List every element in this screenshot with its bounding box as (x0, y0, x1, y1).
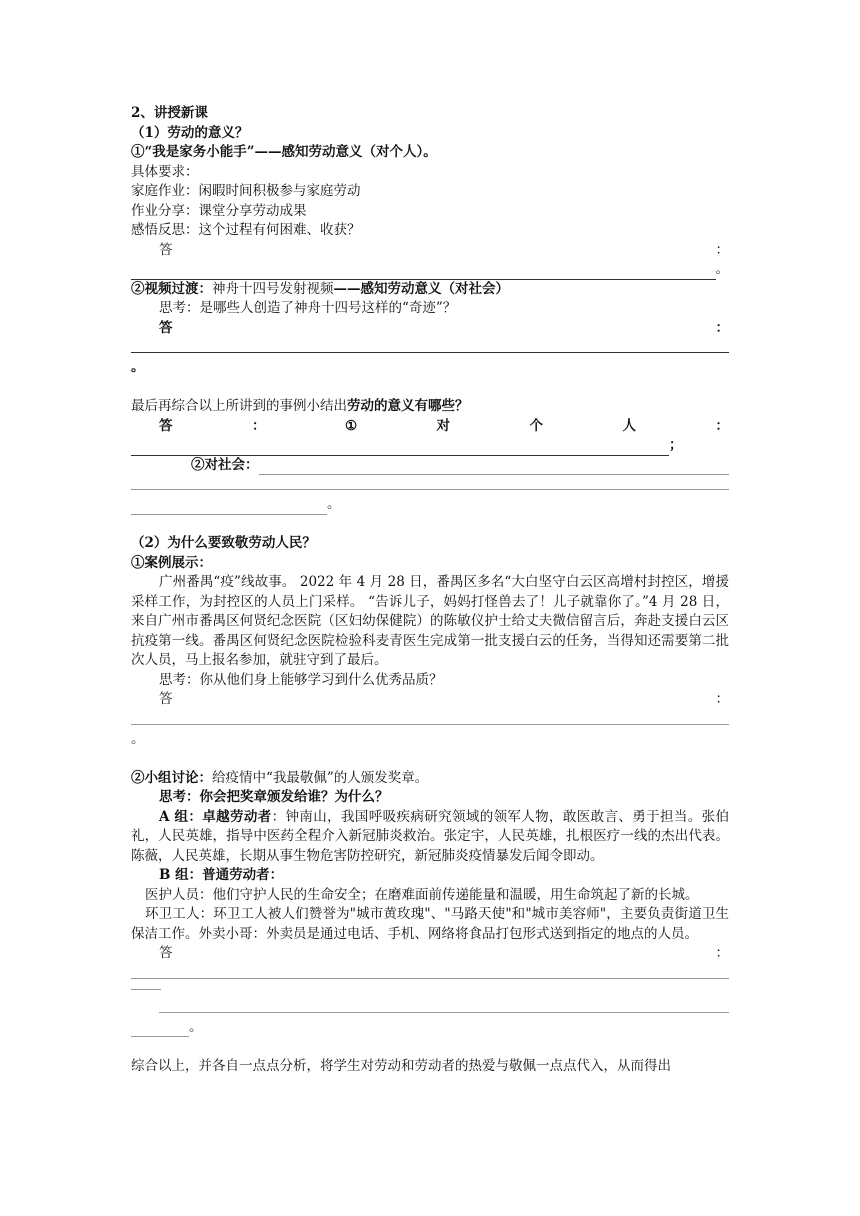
social-end-row (131, 495, 729, 515)
answer-blank-line[interactable] (131, 475, 729, 490)
answer-row (131, 690, 729, 710)
answer-row (131, 319, 729, 339)
answer-blank-line[interactable] (131, 710, 729, 725)
answer-label: 答 (159, 945, 173, 961)
answer-blank-line[interactable] (259, 460, 730, 475)
answer-colon: ： (715, 945, 729, 961)
social-label: ②对社会： (191, 456, 259, 473)
group-discussion-label: ②小组讨论： (131, 769, 212, 786)
answer-period: 。 (189, 1018, 203, 1035)
requirement-item: 作业分享：课堂分享劳动成果 (131, 202, 307, 219)
answer-label: 答 (159, 319, 173, 336)
summary-answer-char: ： (251, 417, 266, 434)
answer-blank-line[interactable] (131, 265, 716, 280)
medical-paragraph (131, 886, 729, 906)
summary-line-row (131, 436, 729, 456)
think-question: 思考：你从他们身上能够学习到什么优秀品质？ (159, 671, 443, 688)
group-a-paragraph (131, 808, 729, 867)
requirements-label: 具体要求： (131, 163, 199, 180)
final-paragraph: 综合以上，并各自一点点分析，将学生对劳动和劳动者的热爱与敬佩一点点代入，从而得出 (131, 1057, 671, 1074)
group-b-label: B 组：普通劳动者： (159, 867, 284, 883)
group-a-label: A 组：卓越劳动者 (159, 808, 272, 825)
answer-colon: ： (715, 319, 729, 336)
case-paragraph: 广州番禺“疫”线故事。 2022 年 4 月 28 日，番禺区多名“大白坚守白云区高增村封控区，增援采样工作，为封控区的人员上门采样。 “告诉儿子，妈妈打怪兽去了！儿子就靠你了。”4 月 28 日，来自广州市番禺区何贤纪念医院（区妇幼保健院）的陈敏仪护士给丈夫微信留言后，奔赴支援白云区抗疫第一线。番禺区何贤纪念医院检验科麦青医生完成第一批支援白云的任务，当得知还需要第二批次人员，马上报名参加，就驻守到了最后。 (131, 574, 729, 668)
summary-answer-char: 答 (159, 417, 173, 434)
answer-blank-line[interactable] (131, 500, 327, 515)
part-2-title (131, 280, 729, 300)
answer-period: 。 (131, 730, 145, 747)
answer-colon: ： (715, 691, 729, 707)
answer-line-row (131, 260, 729, 280)
answer-row (131, 241, 729, 261)
summary-intro (131, 397, 729, 417)
answer-blank-line[interactable] (131, 338, 729, 353)
section-title: 2、讲授新课 (131, 105, 208, 121)
answer-end-row (131, 1018, 729, 1038)
case-title: ①案例展示： (131, 554, 212, 571)
summary-answer-char: ： (715, 417, 729, 434)
answer-blank-row (131, 998, 729, 1013)
answer-blank-line[interactable] (159, 998, 729, 1013)
group-a-text: ：钟南山，我国呼吸疾病研究领域的领军人物，敢医敢言、勇于担当。张伯礼，人民英雄，指导中医药全程介入新冠肺炎救治。张定宇，人民英雄，扎根医疗一线的杰出代表。陈薇，人民英雄，长期从事生物危害防控研究，新冠肺炎疫情暴发后闻令即动。 (131, 808, 729, 864)
answer-label: 答 (159, 241, 173, 258)
summary-answer-char: 人 (622, 417, 636, 434)
summary-answer-char: 对 (436, 417, 451, 434)
group-discussion-text: 给疫情中“我最敬佩”的人颁发奖章。 (212, 769, 429, 786)
answer-semicolon: ； (669, 437, 683, 453)
answer-period: 。 (327, 496, 341, 512)
answer-label: 答 (159, 691, 173, 707)
summary-intro-text: 最后再综合以上所讲到的事例小结出 (131, 398, 347, 414)
part-2-title-video: 神舟十四号发射视频 (212, 280, 334, 297)
summary-answer-char: ① (344, 417, 358, 434)
part-2-title-label: ②视频过渡： (131, 280, 212, 297)
sanitation-text: 环卫工人：环卫工人被人们赞誉为"城市黄玫瑰"、"马路天使"和"城市美容师"，主要负责街道卫生保洁工作。外卖小哥：外卖员是通过电话、手机、网络将食品打包形式送到指定的地点的人员。 (131, 906, 729, 942)
requirement-item: 感悟反思：这个过程有何困难、收获？ (131, 222, 361, 238)
question-1-heading: （1）劳动的意义？ (131, 124, 249, 141)
question-2-heading: （2）为什么要致敬劳动人民？ (131, 535, 316, 551)
answer-period: 。 (131, 359, 145, 375)
part-2-title-desc: ——感知劳动意义（对社会） (333, 280, 509, 297)
document-page (131, 104, 729, 1076)
summary-answer-char: 个 (529, 417, 543, 434)
group-discussion-title (131, 769, 729, 789)
summary-answer-row (131, 417, 729, 437)
answer-row (131, 944, 729, 964)
answer-colon: ： (715, 241, 729, 258)
summary-intro-question: 劳动的意义有哪些？ (347, 398, 469, 414)
answer-blank-line[interactable] (131, 441, 669, 456)
answer-blank-line[interactable] (131, 964, 729, 979)
answer-blank-line[interactable] (131, 984, 161, 990)
requirement-item: 家庭作业：闲暇时间积极参与家庭劳动 (131, 183, 361, 199)
think-question: 思考：你会把奖章颁发给谁？为什么？ (159, 789, 389, 805)
social-row (131, 456, 729, 476)
answer-period: 。 (715, 261, 729, 277)
think-question: 思考：是哪些人创造了神舟十四号这样的“奇迹”？ (159, 300, 457, 316)
sanitation-paragraph (131, 905, 729, 944)
part-1-title: ①“我是家务小能手”——感知劳动意义（对个人）。 (131, 144, 437, 160)
answer-blank-line[interactable] (131, 1022, 189, 1037)
medical-text: 医护人员：他们守护人民的生命安全；在磨难面前传递能量和温暖，用生命筑起了新的长城。 (145, 886, 699, 903)
